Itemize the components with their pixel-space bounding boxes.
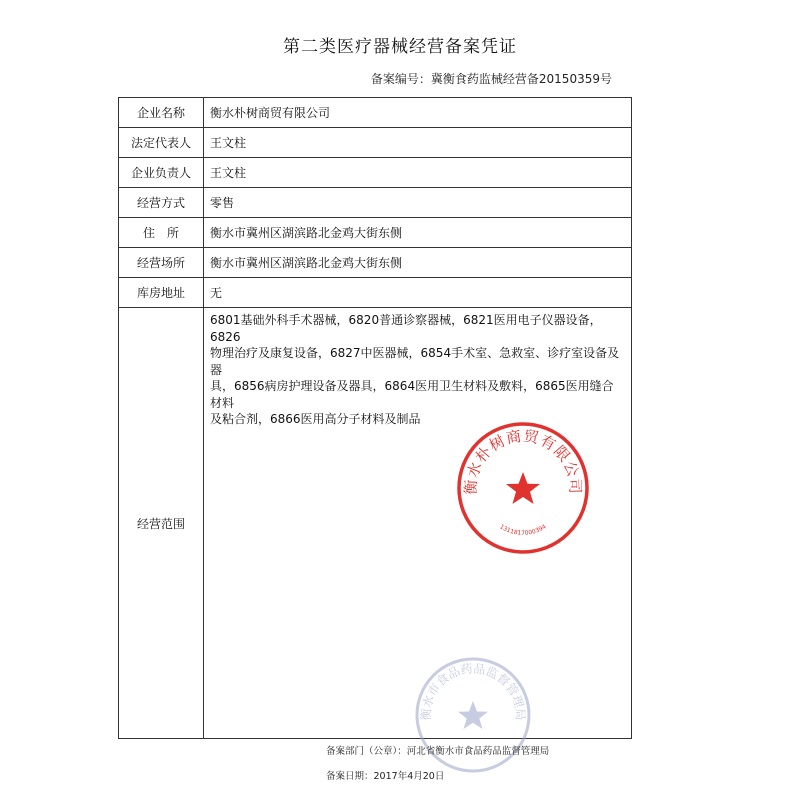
business-site-label: 经营场所 — [119, 248, 204, 278]
table-row — [119, 128, 632, 158]
table-row — [119, 98, 632, 128]
record-date-value: 2017年4月20日 — [373, 771, 445, 782]
manager-value: 王文柱 — [204, 158, 632, 188]
warehouse-label: 库房地址 — [119, 278, 204, 308]
address-label: 住 所 — [119, 218, 204, 248]
scope-label: 经营范围 — [119, 308, 204, 739]
business-mode-label: 经营方式 — [119, 188, 204, 218]
scope-line: 及粘合剂，6866医用高分子材料及制品 — [210, 412, 421, 426]
authority-star-icon — [458, 701, 488, 729]
manager-label: 企业负责人 — [119, 158, 204, 188]
table-row — [119, 218, 632, 248]
seal-number-text: 1311817000394 — [498, 523, 548, 537]
table-row — [119, 248, 632, 278]
scope-line: 具，6856病房护理设备及器具，6864医用卫生材料及敷料，6865医用缝合材料 — [210, 379, 614, 410]
table-row — [119, 188, 632, 218]
record-number: 备案编号：冀衡食药监械经营备20150359号 — [370, 72, 612, 86]
record-date-label: 备案日期： — [326, 771, 374, 782]
legal-rep-value: 王文柱 — [204, 128, 632, 158]
star-icon — [506, 472, 540, 504]
table-row — [119, 278, 632, 308]
business-site-value: 衡水市冀州区湖滨路北金鸡大街东侧 — [204, 248, 632, 278]
record-department-label: 备案部门（公章）： — [326, 746, 407, 757]
scope-line: 6801基础外科手术器械，6820普通诊察器械，6821医用电子仪器设备，6826 — [210, 313, 602, 344]
seal-company-text: 衡水朴树商贸有限公司 — [461, 426, 585, 495]
certificate-table — [118, 97, 632, 739]
authority-seal-text: 衡水市食品药品监督管理局 — [418, 661, 528, 721]
authority-seal — [413, 655, 533, 775]
record-department-value: 河北省衡水市食品药品监督管理局 — [406, 746, 550, 757]
record-department — [326, 743, 549, 757]
warehouse-value: 无 — [204, 278, 632, 308]
document-title: 第二类医疗器械经营备案凭证 — [283, 37, 517, 57]
company-seal — [455, 420, 591, 556]
business-mode-value: 零售 — [204, 188, 632, 218]
table-row — [119, 158, 632, 188]
address-value: 衡水市冀州区湖滨路北金鸡大街东侧 — [204, 218, 632, 248]
company-name-value: 衡水朴树商贸有限公司 — [204, 98, 632, 128]
legal-rep-label: 法定代表人 — [119, 128, 204, 158]
scope-line: 物理治疗及康复设备，6827中医器械，6854手术室、急救室、诊疗室设备及器 — [210, 346, 620, 377]
record-date — [326, 768, 444, 782]
company-name-label: 企业名称 — [119, 98, 204, 128]
